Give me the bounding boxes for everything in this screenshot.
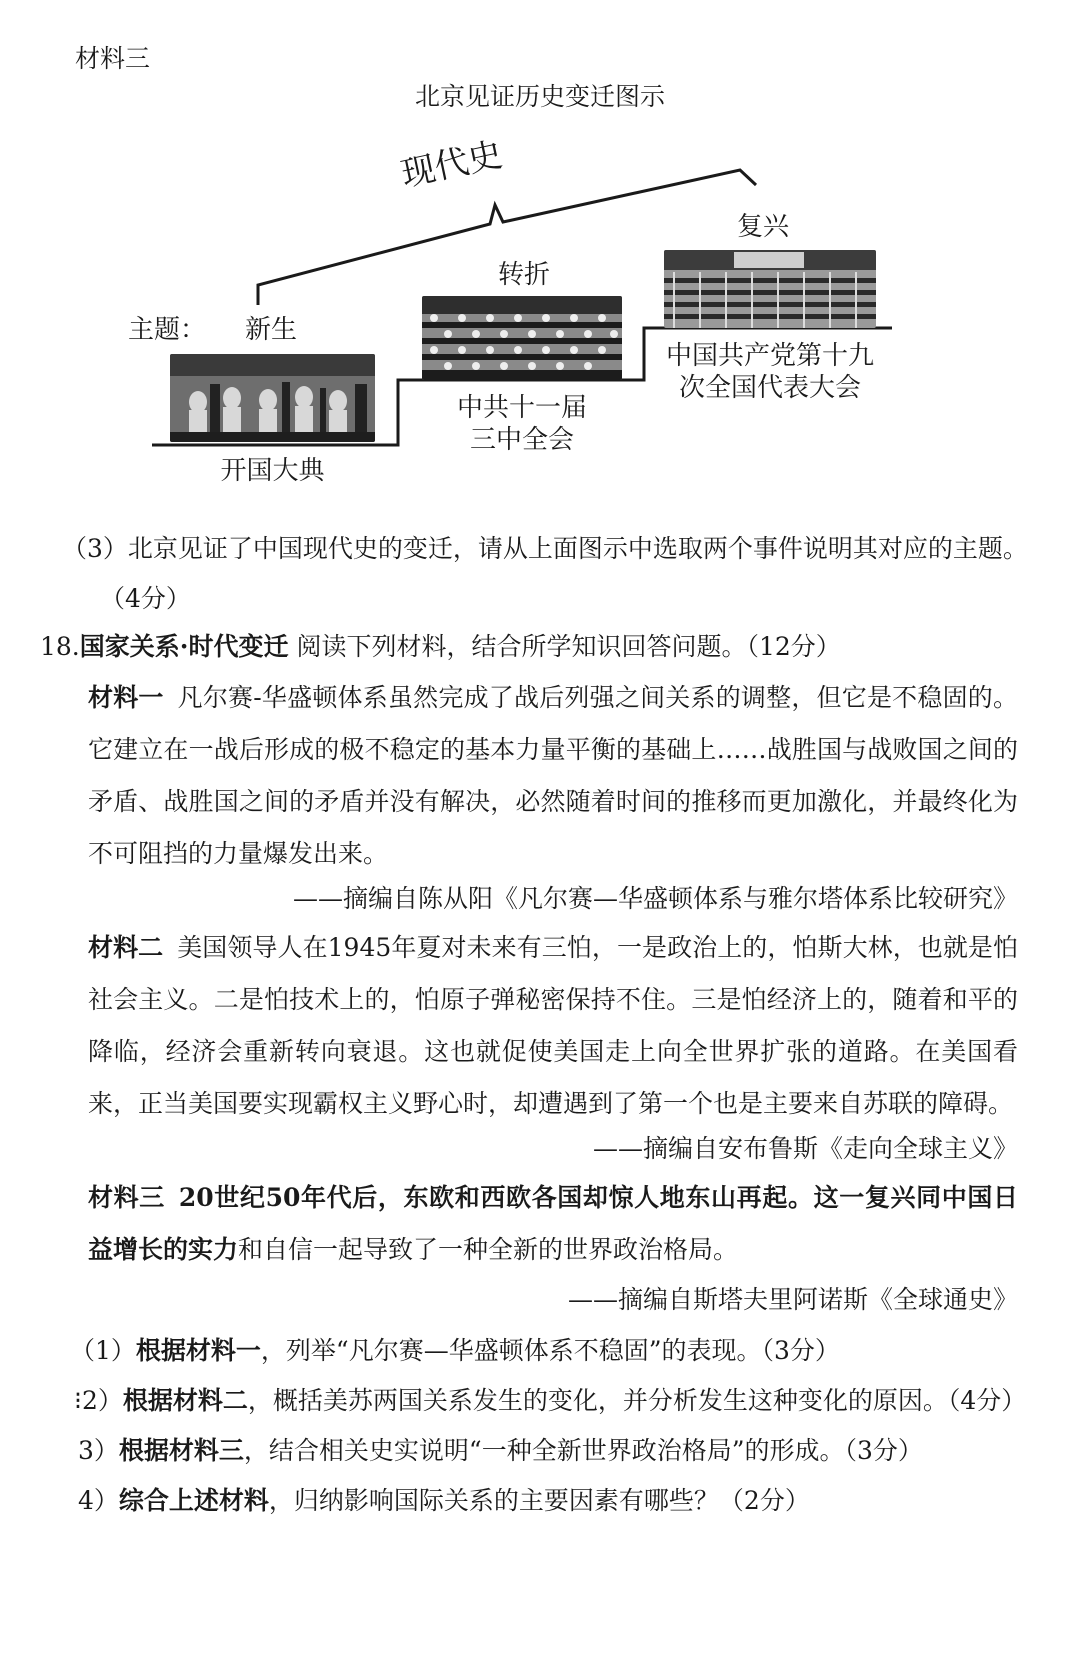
era-label: 现代史 <box>397 134 506 195</box>
diagram-title: 北京见证历史变迁图示 <box>414 82 665 111</box>
question-18-header <box>40 632 841 662</box>
question-topic: 国家关系·时代变迁 <box>79 632 289 661</box>
sub-question-3-text: ，结合相关史实说明“一种全新世界政治格局”的形成。（3分） <box>243 1436 923 1465</box>
material-3-text: 和自信一起导致了一种全新的世界政治格局。 <box>238 1235 739 1264</box>
question-number: 18. <box>40 632 80 661</box>
sub-question-4-lead: 综合上述材料 <box>118 1486 269 1515</box>
question-instruction: 阅读下列材料，结合所学知识回答问题。（12分） <box>296 632 841 661</box>
sub-question-2-prefix: ⁝2） <box>74 1386 123 1415</box>
sub-question-2-lead: 根据材料二 <box>122 1386 248 1415</box>
theme-step-3: 复兴 <box>737 212 790 242</box>
sub-question-4 <box>78 1486 810 1516</box>
plenum-photo <box>422 296 622 380</box>
material-2-source: ——摘编自安布鲁斯《走向全球主义》 <box>592 1134 1018 1163</box>
event-step-2-line-2: 三中全会 <box>469 425 574 455</box>
theme-step-1: 新生 <box>245 315 298 345</box>
sub-question-1 <box>70 1336 840 1366</box>
event-step-1: 开国大典 <box>220 456 325 486</box>
material-1-source: ——摘编自陈从阳《凡尔赛—华盛顿体系与雅尔塔体系比较研究》 <box>292 884 1018 913</box>
congress-photo <box>664 250 876 328</box>
event-step-3-line-2: 次全国代表大会 <box>678 373 861 403</box>
material-2-text: 美国领导人在1945年夏对未来有三怕，一是政治上的，怕斯大林，也就是怕社会主义。二是怕技术上的，怕原子弹秘密保持不住。三是怕经济上的，随着和平的降临，经济会重新转向衰退。这也就促使美国走上向全世界扩张的道路。在美国看来，正当美国要实现霸权主义野心时，却遭遇到了第一个也是主要来自苏联的障碍。 <box>88 933 1018 1118</box>
sub-question-4-prefix: 4） <box>78 1486 119 1515</box>
founding-ceremony-photo <box>170 354 375 442</box>
question-3-score: （4分） <box>100 584 191 613</box>
sub-question-1-text: ，列举“凡尔赛—华盛顿体系不稳固”的表现。（3分） <box>260 1336 840 1365</box>
sub-question-4-text: ，归纳影响国际关系的主要因素有哪些？（2分） <box>268 1486 810 1515</box>
sub-question-3 <box>78 1436 923 1466</box>
material-2-paragraph <box>88 922 1018 1130</box>
material-2-label: 材料二 <box>88 933 164 962</box>
material-3-label: 材料三 <box>88 1183 165 1212</box>
material-1-label: 材料一 <box>88 683 164 712</box>
event-step-2-line-1: 中共十一届 <box>456 393 587 423</box>
sub-question-1-prefix: （1） <box>70 1336 136 1365</box>
sub-question-3-prefix: 3） <box>78 1436 119 1465</box>
event-step-3-line-1: 中国共产党第十九 <box>665 341 874 371</box>
material-1-text: 凡尔赛-华盛顿体系虽然完成了战后列强之间关系的调整，但它是不稳固的。它建立在一战后形成的极不稳定的基本力量平衡的基础上……战胜国与战败国之间的矛盾、战胜国之间的矛盾并没有解决，必然随着时间的推移而更加激化，并最终化为不可阻挡的力量爆发出来。 <box>88 683 1018 868</box>
material-1-paragraph <box>88 672 1018 880</box>
theme-prefix: 主题： <box>128 315 207 345</box>
sub-question-3-lead: 根据材料三 <box>118 1436 244 1465</box>
theme-step-2: 转折 <box>498 260 551 290</box>
material-3-source: ——摘编自斯塔夫里阿诺斯《全球通史》 <box>567 1285 1018 1314</box>
sub-question-2 <box>74 1386 1026 1416</box>
sub-question-1-lead: 根据材料一 <box>135 1336 261 1365</box>
material-3-text-bold: 20世纪50年代后，东欧和西欧各国却惊人地东山再起。这一复兴同中国日益增长的实力 <box>88 1183 1018 1264</box>
question-3-text: （3）北京见证了中国现代史的变迁，请从上面图示中选取两个事件说明其对应的主题。 <box>62 534 1028 563</box>
sub-question-2-text: ，概括美苏两国关系发生的变化，并分析发生这种变化的原因。（4分） <box>247 1386 1027 1415</box>
material-3-paragraph <box>88 1172 1018 1276</box>
material-label: 材料三 <box>75 44 151 73</box>
